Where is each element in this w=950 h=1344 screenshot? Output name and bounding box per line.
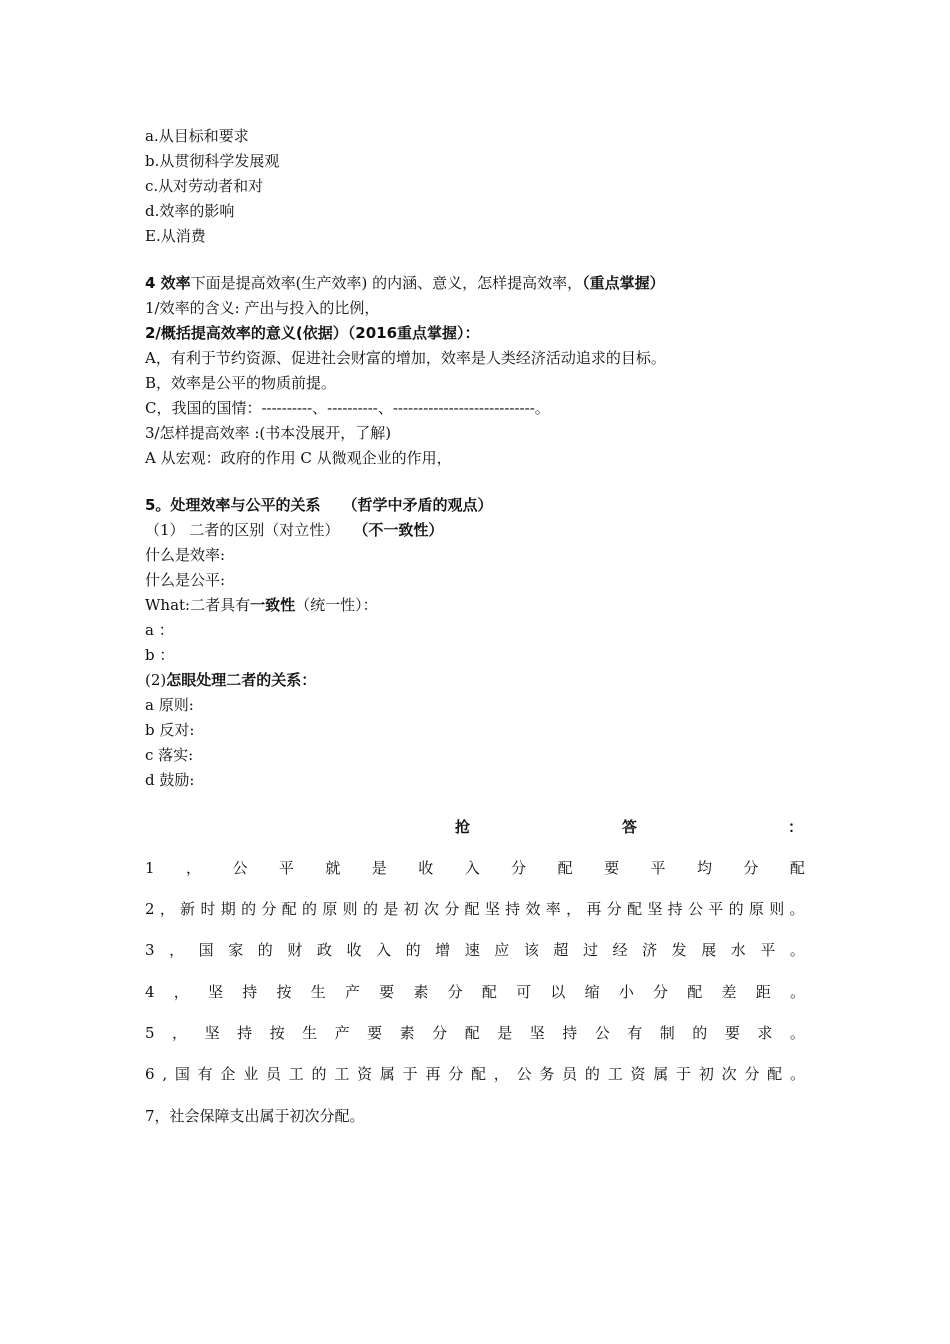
qa-char: 坚 [484, 900, 500, 918]
section-5-q1: 什么是效率: [145, 546, 226, 564]
qa-char: 距 [755, 983, 771, 1001]
qa-char: 率 [545, 900, 561, 918]
qa-char: 制 [659, 1024, 675, 1042]
qa-char: 要 [379, 983, 395, 1001]
qa-char: 家 [228, 941, 244, 959]
qa-char: 收 [346, 941, 362, 959]
qa-char: 以 [550, 983, 566, 1001]
section-4-p1: 1/效率的含义: 产出与投入的比例， [145, 299, 380, 317]
section-5-sub1-tag: （不一致性） [353, 521, 444, 539]
qa-char: 4 [145, 983, 155, 1001]
qa-char: ， [159, 900, 175, 918]
qa-char: 公 [687, 900, 703, 918]
qa-char: 分 [743, 859, 759, 877]
qa-char: 展 [701, 941, 717, 959]
qa-char: 平 [650, 859, 666, 877]
qa-char: 企 [220, 1065, 236, 1083]
qa-char: 经 [612, 941, 628, 959]
qa-char: 可 [516, 983, 532, 1001]
qa-char: 分 [448, 1065, 464, 1083]
qa-char: 就 [325, 859, 341, 877]
qa-char: 属 [379, 1065, 395, 1083]
qa-char: 初 [698, 1065, 714, 1083]
qa-char: 收 [418, 859, 434, 877]
section-5-r4: d 鼓励: [145, 771, 195, 789]
section-5-what-post: （统一性）： [295, 596, 378, 614]
qa-char: 公 [232, 859, 248, 877]
section-5-what-bold: 一致性 [250, 596, 296, 614]
qa-char: 配 [767, 1065, 783, 1083]
qa-char: 公 [594, 1024, 610, 1042]
qa-char: 公 [516, 1065, 532, 1083]
qa-char: 效 [525, 900, 541, 918]
qa-char: 产 [344, 983, 360, 1001]
list-item-a: a.从目标和要求 [145, 127, 249, 145]
qa-char: 持 [237, 1024, 253, 1042]
qa-char: 平 [708, 900, 724, 918]
list-item-b: b.从贯彻科学发展观 [145, 152, 280, 170]
section-5-q2: 什么是公平: [145, 571, 226, 589]
qa-char: 配 [281, 900, 297, 918]
qa-char: 配 [471, 1065, 487, 1083]
qa-char: 过 [582, 941, 598, 959]
qa-char: 再 [586, 900, 602, 918]
qa-char: 速 [464, 941, 480, 959]
qa-item-6 [145, 1064, 805, 1084]
qa-char: 应 [494, 941, 510, 959]
qa-char: 的 [311, 1065, 327, 1083]
section-4-pA: A，有利于节约资源、促进社会财富的增加，效率是人类经济活动追求的目标。 [145, 349, 666, 367]
qa-char: 要 [604, 859, 620, 877]
section-4-pC: C，我国的国情：----------、----------、----------------------------。 [145, 399, 550, 417]
qa-char: 分 [606, 900, 622, 918]
qa-char: 务 [539, 1065, 555, 1083]
qa-char: 的 [257, 941, 273, 959]
section-5-a: a ： [145, 621, 174, 639]
section-5-r1: a 原则: [145, 696, 194, 714]
section-4-tag: （重点掌握） [582, 274, 665, 292]
qa-char: 配 [464, 900, 480, 918]
qa-char: 5 [145, 1024, 155, 1042]
section-5-r2: b 反对: [145, 721, 195, 739]
qa-char: 按 [269, 1024, 285, 1042]
section-4-pB: B，效率是公平的物质前提。 [145, 374, 337, 392]
section-4-p3a: A 从宏观：政府的作用 C 从微观企业的作用， [145, 449, 452, 467]
qa-char: 产 [334, 1024, 350, 1042]
qa-char: 差 [721, 983, 737, 1001]
qa-char: 该 [523, 941, 539, 959]
qa-char: 。 [789, 941, 805, 959]
qa-char: 国 [174, 1065, 190, 1083]
qa-char: 缩 [584, 983, 600, 1001]
qa-char: 坚 [529, 1024, 545, 1042]
qa-char: 工 [288, 1065, 304, 1083]
qa-char: 的 [728, 900, 744, 918]
qa-char: 生 [302, 1024, 318, 1042]
section-4-p2: 2/概括提高效率的意义(依据）（2016重点掌握）： [145, 324, 480, 342]
section-5-r3: c 落实: [145, 746, 194, 764]
section-5-sub1-text: （1） 二者的区别（对立性） [145, 521, 340, 539]
qa-char: ， [185, 859, 201, 877]
qa-char: 员 [265, 1065, 281, 1083]
qa-item-3 [145, 940, 805, 960]
qa-char: 分 [261, 900, 277, 918]
qa-char: 素 [413, 983, 429, 1001]
section-5-sub1 [145, 520, 443, 540]
qa-char: 国 [198, 941, 214, 959]
qa-char: 配 [687, 983, 703, 1001]
section-5-tag: （哲学中矛盾的观点） [342, 496, 493, 514]
qa-char: 员 [562, 1065, 578, 1083]
qa-char: 的 [302, 900, 318, 918]
qa-char: 分 [653, 983, 669, 1001]
qa-char: 有 [197, 1065, 213, 1083]
qa-char: 原 [322, 900, 338, 918]
qa-char: 。 [789, 1024, 805, 1042]
qa-char: 配 [481, 983, 497, 1001]
qa-title-char-1: 抢 [455, 818, 471, 836]
section-5-what-pre: What:二者具有 [145, 596, 251, 614]
qa-char: 是 [497, 1024, 513, 1042]
qa-char: 有 [627, 1024, 643, 1042]
qa-char: 的 [241, 900, 257, 918]
qa-char: 1 [145, 859, 155, 877]
qa-char: 要 [367, 1024, 383, 1042]
list-item-c: c.从对劳动者和对 [145, 177, 264, 195]
qa-char: 2 [145, 900, 155, 918]
qa-char: 配 [464, 1024, 480, 1042]
qa-char: 入 [376, 941, 392, 959]
qa-char: 分 [447, 983, 463, 1001]
section-4-heading [145, 273, 665, 293]
qa-char: 发 [671, 941, 687, 959]
qa-item-1 [145, 858, 805, 878]
qa-char: 再 [425, 1065, 441, 1083]
section-5-heading [145, 495, 492, 515]
qa-char: 平 [760, 941, 776, 959]
section-5-sub2 [145, 670, 316, 690]
qa-char: 均 [696, 859, 712, 877]
qa-char: 持 [562, 1024, 578, 1042]
qa-char: 入 [464, 859, 480, 877]
qa-title-char-2: 答 [622, 818, 638, 836]
section-4-heading-text: 下面是提高效率(生产效率) 的内涵、意义，怎样提高效率， [190, 274, 583, 292]
qa-char: 则 [769, 900, 785, 918]
qa-item-2 [145, 899, 805, 919]
qa-char: 坚 [204, 1024, 220, 1042]
qa-char: 工 [607, 1065, 623, 1083]
qa-char: 时 [200, 900, 216, 918]
qa-char: 持 [667, 900, 683, 918]
qa-char: 坚 [647, 900, 663, 918]
qa-char: 按 [276, 983, 292, 1001]
qa-char: 平 [278, 859, 294, 877]
list-item-d: d.效率的影响 [145, 202, 235, 220]
qa-char: 期 [220, 900, 236, 918]
qa-char: 6 [145, 1065, 155, 1083]
qa-char: 分 [444, 900, 460, 918]
qa-char: 则 [342, 900, 358, 918]
qa-char: 增 [435, 941, 451, 959]
qa-char: 是 [383, 900, 399, 918]
section-4-number: 4 效率 [145, 274, 191, 292]
section-5-b: b ： [145, 646, 175, 664]
qa-char: 业 [243, 1065, 259, 1083]
qa-char: 资 [357, 1065, 373, 1083]
qa-title-char-3: ： [788, 818, 804, 836]
qa-item-4 [145, 982, 805, 1002]
qa-char: 初 [403, 900, 419, 918]
section-5-sub2-bold: 怎眼处理二者的关系： [166, 671, 317, 689]
qa-char: 分 [432, 1024, 448, 1042]
qa-char: 的 [405, 941, 421, 959]
qa-char: ， [169, 941, 185, 959]
qa-char: 是 [371, 859, 387, 877]
qa-char: 配 [557, 859, 573, 877]
qa-char: ， [173, 983, 189, 1001]
qa-char: 水 [730, 941, 746, 959]
qa-char: 生 [310, 983, 326, 1001]
qa-title [145, 817, 805, 837]
qa-char: 3 [145, 941, 155, 959]
qa-char: 求 [757, 1024, 773, 1042]
list-item-e: E.从消费 [145, 227, 206, 245]
qa-char: 资 [630, 1065, 646, 1083]
qa-char: 分 [744, 1065, 760, 1083]
qa-char: 工 [334, 1065, 350, 1083]
qa-char: 于 [676, 1065, 692, 1083]
qa-char: 。 [789, 1065, 805, 1083]
qa-item-5 [145, 1023, 805, 1043]
qa-char: 素 [399, 1024, 415, 1042]
qa-char: 分 [511, 859, 527, 877]
qa-char: 持 [505, 900, 521, 918]
qa-char: 配 [627, 900, 643, 918]
section-4-p3: 3/怎样提高效率 :(书本没展开，了解) [145, 424, 392, 442]
section-5-sub2-pre: (2) [145, 671, 167, 689]
qa-char: 。 [789, 900, 805, 918]
qa-char: 的 [362, 900, 378, 918]
qa-char: 次 [423, 900, 439, 918]
section-5-what [145, 595, 378, 615]
qa-char: 小 [618, 983, 634, 1001]
qa-char: 超 [553, 941, 569, 959]
qa-char: 要 [724, 1024, 740, 1042]
qa-char: 财 [287, 941, 303, 959]
qa-char: ， [172, 1024, 188, 1042]
qa-char: 政 [316, 941, 332, 959]
qa-char: ， [493, 1065, 509, 1083]
qa-char: 于 [402, 1065, 418, 1083]
qa-char: , [162, 1065, 168, 1083]
qa-char: 新 [180, 900, 196, 918]
qa-char: 的 [584, 1065, 600, 1083]
qa-char: 济 [642, 941, 658, 959]
qa-char: 坚 [208, 983, 224, 1001]
qa-char: 的 [692, 1024, 708, 1042]
qa-char: 原 [748, 900, 764, 918]
section-5-heading-text: 5。处理效率与公平的关系 [145, 496, 321, 514]
qa-char: 配 [789, 859, 805, 877]
qa-char: 持 [242, 983, 258, 1001]
qa-char: 次 [721, 1065, 737, 1083]
qa-char: ， [566, 900, 582, 918]
qa-char: 。 [789, 983, 805, 1001]
qa-item-7: 7，社会保障支出属于初次分配。 [145, 1107, 365, 1125]
qa-char: 属 [653, 1065, 669, 1083]
